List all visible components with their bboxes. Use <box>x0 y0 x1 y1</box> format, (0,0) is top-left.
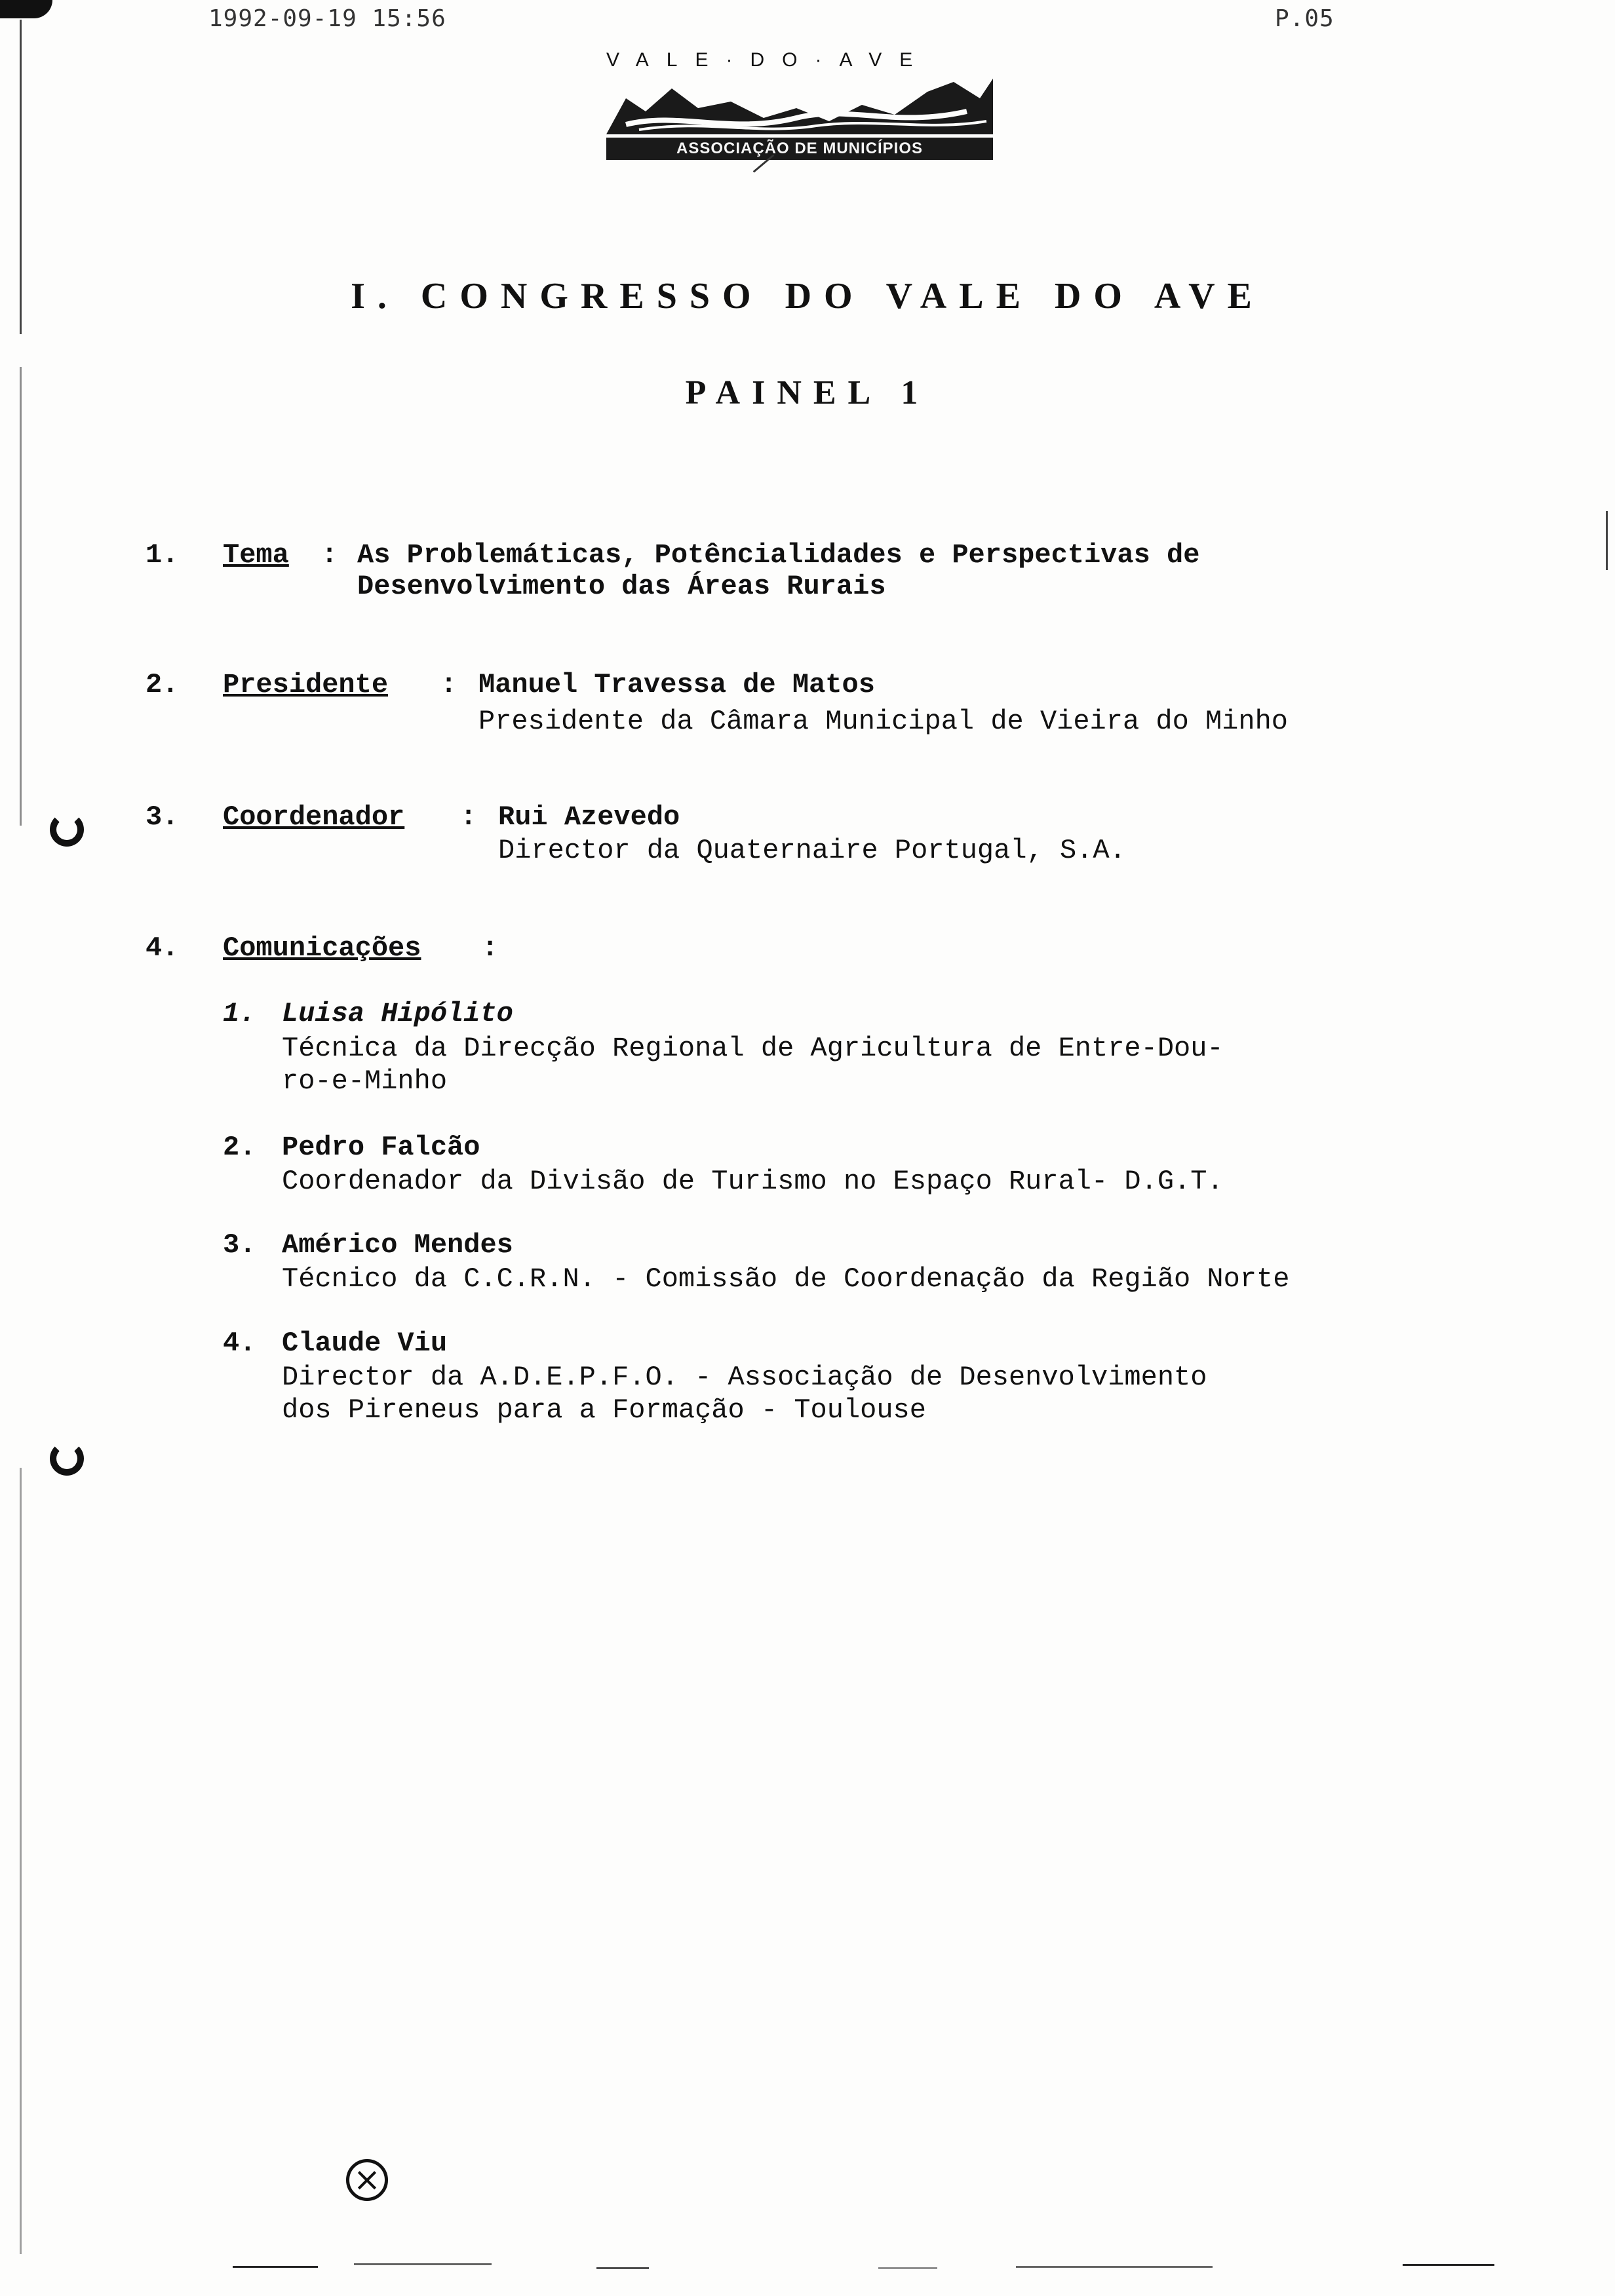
label-separator: : <box>321 539 338 571</box>
item-number: 3. <box>146 801 179 833</box>
document-title: I. CONGRESSO DO VALE DO AVE <box>351 276 1264 316</box>
comunicacao-number: 2. <box>223 1132 256 1163</box>
scan-speck <box>354 2263 492 2265</box>
scan-speck <box>596 2267 649 2269</box>
left-edge-line <box>20 367 22 826</box>
comunicacao-name: Claude Viu <box>282 1328 448 1359</box>
logo-title: VALE·DO·AVE <box>606 49 931 71</box>
label-separator: : <box>460 801 477 833</box>
presidente-label: Presidente <box>223 669 389 700</box>
coordenador-role: Director da Quaternaire Portugal, S.A. <box>498 835 1126 866</box>
fax-datetime: 1992-09-19 15:56 <box>208 5 446 32</box>
binder-hole-icon <box>50 813 84 847</box>
mountain-logo-icon <box>600 72 1000 138</box>
tema-label: Tema <box>223 539 289 571</box>
item-number: 1. <box>146 539 179 571</box>
comunicacao-role-line1: Técnica da Direcção Regional de Agricultura de Entre-Dou- <box>282 1033 1224 1064</box>
comunicacao-name: Pedro Falcão <box>282 1132 480 1163</box>
crossed-circle-icon: × <box>346 2159 388 2201</box>
scan-speck <box>1016 2266 1213 2268</box>
comunicacao-role-line1: Coordenador da Divisão de Turismo no Espaço Rural- D.G.T. <box>282 1166 1224 1197</box>
scan-corner-mark <box>0 0 52 18</box>
scan-speck <box>1403 2264 1494 2266</box>
logo-subtitle: ASSOCIAÇÃO DE MUNICÍPIOS <box>606 138 993 160</box>
comunicacao-role-line2: ro-e-Minho <box>282 1065 448 1097</box>
right-edge-line <box>1606 511 1608 570</box>
presidente-name: Manuel Travessa de Matos <box>478 669 875 700</box>
comunicacao-role-line2: dos Pireneus para a Formação - Toulouse <box>282 1394 926 1426</box>
left-edge-line <box>20 1468 22 2254</box>
coordenador-label: Coordenador <box>223 801 405 833</box>
label-separator: : <box>440 669 457 700</box>
comunicacao-number: 1. <box>223 998 256 1029</box>
fax-page-number: P.05 <box>1275 5 1334 32</box>
item-number: 2. <box>146 669 179 700</box>
tema-text-line2: Desenvolvimento das Áreas Rurais <box>357 571 886 602</box>
comunicacao-number: 3. <box>223 1229 256 1261</box>
comunicacao-name: Luisa Hipólito <box>282 998 513 1029</box>
binder-hole-icon <box>50 1442 84 1476</box>
label-separator: : <box>482 932 499 964</box>
presidente-role: Presidente da Câmara Municipal de Vieira do Minho <box>478 706 1289 737</box>
item-number: 4. <box>146 932 179 964</box>
panel-title: PAINEL 1 <box>685 374 930 411</box>
comunicacao-role-line1: Director da A.D.E.P.F.O. - Associação de Desenvolvimento <box>282 1362 1207 1393</box>
coordenador-name: Rui Azevedo <box>498 801 680 833</box>
comunicacoes-label: Comunicações <box>223 932 421 964</box>
comunicacao-number: 4. <box>223 1328 256 1359</box>
scan-speck <box>878 2267 937 2269</box>
comunicacao-role-line1: Técnico da C.C.R.N. - Comissão de Coordenação da Região Norte <box>282 1263 1290 1295</box>
tema-text-line1: As Problemáticas, Potêncialidades e Perspectivas de <box>357 539 1200 571</box>
scan-speck <box>233 2266 318 2268</box>
comunicacao-name: Américo Mendes <box>282 1229 513 1261</box>
